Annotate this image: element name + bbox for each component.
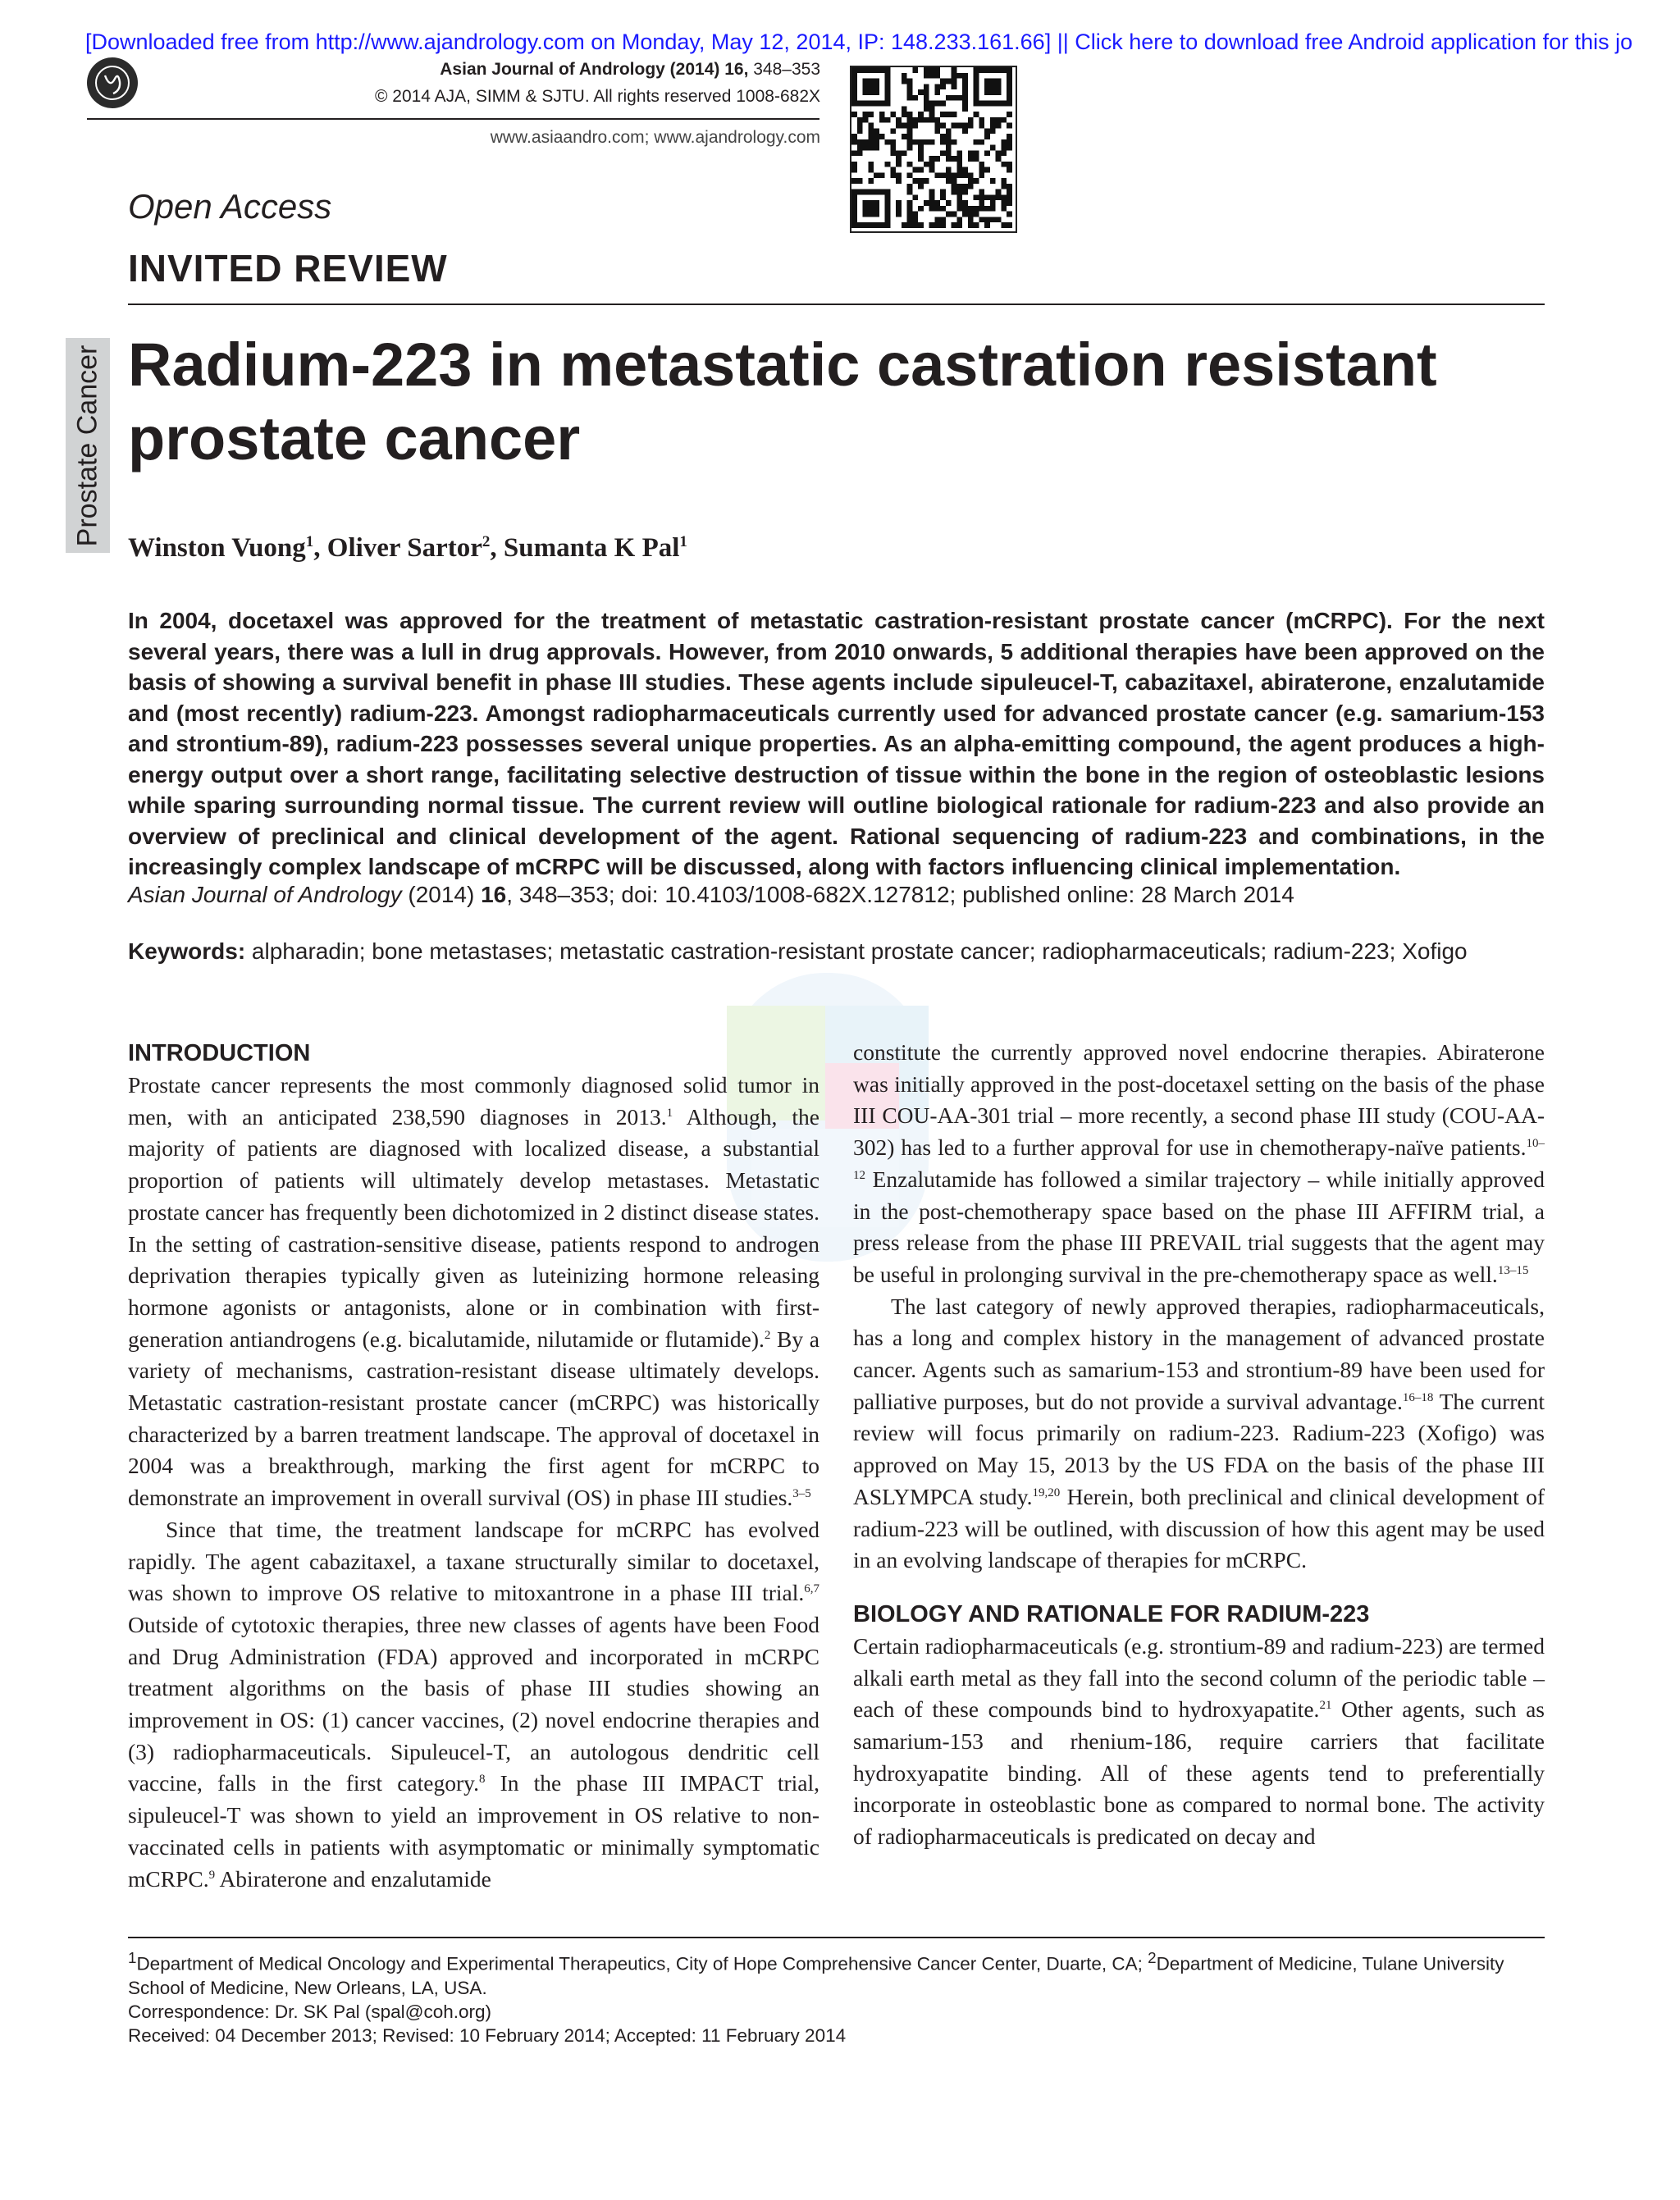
body-paragraph: Since that time, the treatment landscape for mCRPC has evolved rapidly. The agent cabazitaxel, a taxane structurally similar to docetaxel, was shown to improve OS relative to mitoxantrone in a phase III trial.$^{6,7}$ Outside of cytotoxic therapies, three new classes of agents have been Food and Drug Administration (FDA) approved and incorporated in mCRPC treatment algorithms on the basis of phase III studies showing an improvement in OS: (1) cancer vaccines, (2) novel endocrine therapies and (3) radiopharmaceuticals. Sipuleucel-T, an autologous dendritic cell vaccine, falls in the first category.$^8$ In the phase III IMPACT trial, sipuleucel-T was shown to yield an improvement in OS relative to non-vaccinated cells in patients with asymptomatic or minimally symptomatic mCRPC.$^9$ Abiraterone and enzalutamide: [128, 1516, 819, 1892]
author-affiliation: 1: [679, 533, 687, 550]
journal-meta: [375, 56, 820, 110]
article-dates: Received: 04 December 2013; Revised: 10 February 2014; Accepted: 11 February 2014: [128, 2024, 847, 2046]
citation-ref[interactable]: 1: [666, 1106, 673, 1120]
section-heading-introduction: INTRODUCTION: [128, 1040, 311, 1066]
citation-ref[interactable]: 3–5: [792, 1486, 811, 1500]
body-paragraph: Prostate cancer represents the most commonly diagnosed solid tumor in men, with an anticipated 238,590 diagnoses in 2013.$^1$ Although, the majority of patients are diagnosed with localized disease, a substantial proportion of patients will ultimately develop metastases. Metastatic prostate cancer has frequently been dichotomized in 2 distinct disease states. In the setting of castration-sensitive disease, patients respond to androgen deprivation therapies typically given as luteinizing hormone releasing hormone agonists or antagonists, alone or in combination with first-generation antiandrogens (e.g. bicalutamide, nilutamide or flutamide).$^2$ By a variety of mechanisms, castration-resistant disease ultimately develops. Metastatic castration-resistant prostate cancer (mCRPC) was historically characterized by a barren treatment landscape. The approval of docetaxel in 2004 was a breakthrough, marking the first agent for mCRPC to demonstrate an improvement in overall survival (OS) in phase III studies.$^{3-5}$: [128, 1072, 819, 1511]
citation-ref[interactable]: 19,20: [1032, 1486, 1061, 1499]
citation-ref[interactable]: 9: [208, 1868, 216, 1882]
left-column: [128, 1037, 819, 1895]
keywords-list: alpharadin; bone metastases; metastatic castration-resistant prostate cancer; radiopharmaceuticals; radium-223; Xofigo: [245, 938, 1468, 964]
citation-ref[interactable]: 2: [764, 1328, 771, 1342]
citation-ref[interactable]: 10–12: [853, 1136, 1545, 1182]
article-type: INVITED REVIEW: [128, 247, 448, 290]
author-list: Winston Vuong$^1$, Oliver Sartor$^2$, Sumanta K Pal$^1$: [128, 533, 687, 563]
body-paragraph: Certain radiopharmaceuticals (e.g. strontium-89 and radium-223) are termed alkali earth metal as they fall into the second column of the periodic table – each of these compounds bind to hydroxyapatite.$^{21}$ Other agents, such as samarium-153 and rhenium-186, require carriers that facilitate hydroxyapatite binding. All of these agents tend to preferentially incorporate in osteoblastic bone as compared to normal bone. The activity of radiopharmaceuticals is predicated on decay and: [853, 1632, 1545, 1850]
correspondence[interactable]: Correspondence: Dr. SK Pal (spal@coh.org): [128, 2001, 492, 2022]
citation-details[interactable]: , 348–353; doi: 10.4103/1008-682X.127812; published online: 28 March 2014: [506, 882, 1294, 907]
citation-year: (2014): [401, 882, 482, 907]
title-rule: [128, 304, 1545, 305]
header-rule: [87, 118, 819, 120]
journal-citation-line: [375, 56, 820, 83]
body-paragraph: The last category of newly approved therapies, radiopharmaceuticals, has a long and complex history in the management of advanced prostate cancer. Agents such as samarium-153 and strontium-89 have been used for palliative purposes, but do not provide a survival advantage.$^{16-18}$ The current review will focus primarily on radium-223. Radium-223 (Xofigo) was approved on May 15, 2013 by the US FDA on the basis of the phase III ASLYMPCA study.$^{19,20}$ Herein, both preclinical and clinical development of radium-223 will be outlined, with discussion of how this agent may be used in an evolving landscape of therapies for mCRPC.: [853, 1293, 1545, 1573]
journal-name: Asian Journal of Andrology (2014) 16,: [440, 60, 749, 79]
footnote-rule: [128, 1937, 1545, 1938]
monogram-glyph: [94, 64, 131, 102]
article-title: Radium-223 in metastatic castration resistant prostate cancer: [128, 331, 1437, 472]
journal-pages: 348–353: [748, 60, 820, 79]
author-affiliation: 2: [482, 533, 491, 550]
affiliations: $^1$Department of Medical Oncology and Experimental Therapeutics, City of Hope Comprehensive Cancer Center, Duarte, CA; $^2$Department of Medicine, Tulane University School of Medicine, New Orleans, LA, USA.: [128, 1949, 1504, 1998]
author-name: Sumanta K Pal: [503, 533, 680, 563]
section-side-tab-label: Prostate Cancer: [71, 345, 103, 546]
body-paragraph: constitute the currently approved novel endocrine therapies. Abiraterone was initially approved in the post-docetaxel setting on the basis of the phase III COU-AA-301 trial – more recently, a second phase III study (COU-AA-302) has led to a further approval for use in chemotherapy-naïve patients.$^{10-12}$ Enzalutamide has followed a similar trajectory – while initially approved in the post-chemotherapy space based on the phase III AFFIRM trial, a press release from the phase III PREVAIL trial suggests that the agent may be useful in prolonging survival in the pre-chemotherapy space as well.$^{13-15}$: [853, 1039, 1545, 1287]
article-citation: [128, 882, 1555, 908]
qr-code-icon: [851, 67, 1012, 228]
footnotes: [128, 1946, 1545, 2047]
citation-ref[interactable]: 8: [478, 1773, 486, 1787]
section-heading-biology: BIOLOGY AND RATIONALE FOR RADIUM-223: [853, 1600, 1370, 1627]
keywords-label: Keywords:: [128, 938, 246, 964]
download-banner[interactable]: [Downloaded free from http://www.ajandrology.com on Monday, May 12, 2014, IP: 148.233.161.66] || Click here to download free Android application for this jo: [85, 30, 1633, 54]
open-access-label: Open Access: [128, 187, 332, 226]
section-gap: [853, 1577, 1545, 1598]
citation-ref[interactable]: 13–15: [1497, 1263, 1529, 1277]
qr-code[interactable]: [850, 66, 1017, 233]
journal-logo-icon: [87, 57, 138, 108]
citation-ref[interactable]: 6,7: [804, 1582, 819, 1596]
section-side-tab: [66, 338, 110, 553]
journal-websites[interactable]: www.asiaandro.com; www.ajandrology.com: [490, 128, 820, 147]
abstract: In 2004, docetaxel was approved for the treatment of metastatic castration-resistant prostate cancer (mCRPC). For the next several years, there was a lull in drug approvals. However, from 2010 onwards, 5 additional therapies have been approved on the basis of showing a survival benefit in phase III studies. These agents include sipuleucel-T, cabazitaxel, abiraterone, enzalutamide and (most recently) radium-223. Amongst radiopharmaceuticals currently used for advanced prostate cancer (e.g. samarium-153 and strontium-89), radium-223 possesses several unique properties. As an alpha-emitting compound, the agent produces a high-energy output over a short range, facilitating selective destruction of tissue within the bone in the region of osteoblastic lesions while sparing surrounding normal tissue. The current review will outline biological rationale for radium-223 and also provide an overview of preclinical and clinical development of the agent. Rational sequencing of radium-223 and combinations, in the increasingly complex landscape of mCRPC will be discussed, along with factors influencing clinical implementation.: [128, 608, 1545, 879]
keywords: [128, 938, 1555, 965]
right-column: [853, 1037, 1545, 1853]
author-affiliation: 1: [305, 533, 314, 550]
author-name: Oliver Sartor: [326, 533, 482, 563]
citation-ref[interactable]: 16–18: [1402, 1390, 1434, 1404]
citation-volume: 16: [481, 882, 507, 907]
journal-copyright: © 2014 AJA, SIMM & SJTU. All rights reserved 1008-682X: [374, 87, 820, 106]
author-name: Winston Vuong: [128, 533, 306, 563]
citation-journal: Asian Journal of Andrology: [128, 882, 402, 907]
citation-ref[interactable]: 21: [1319, 1699, 1332, 1713]
